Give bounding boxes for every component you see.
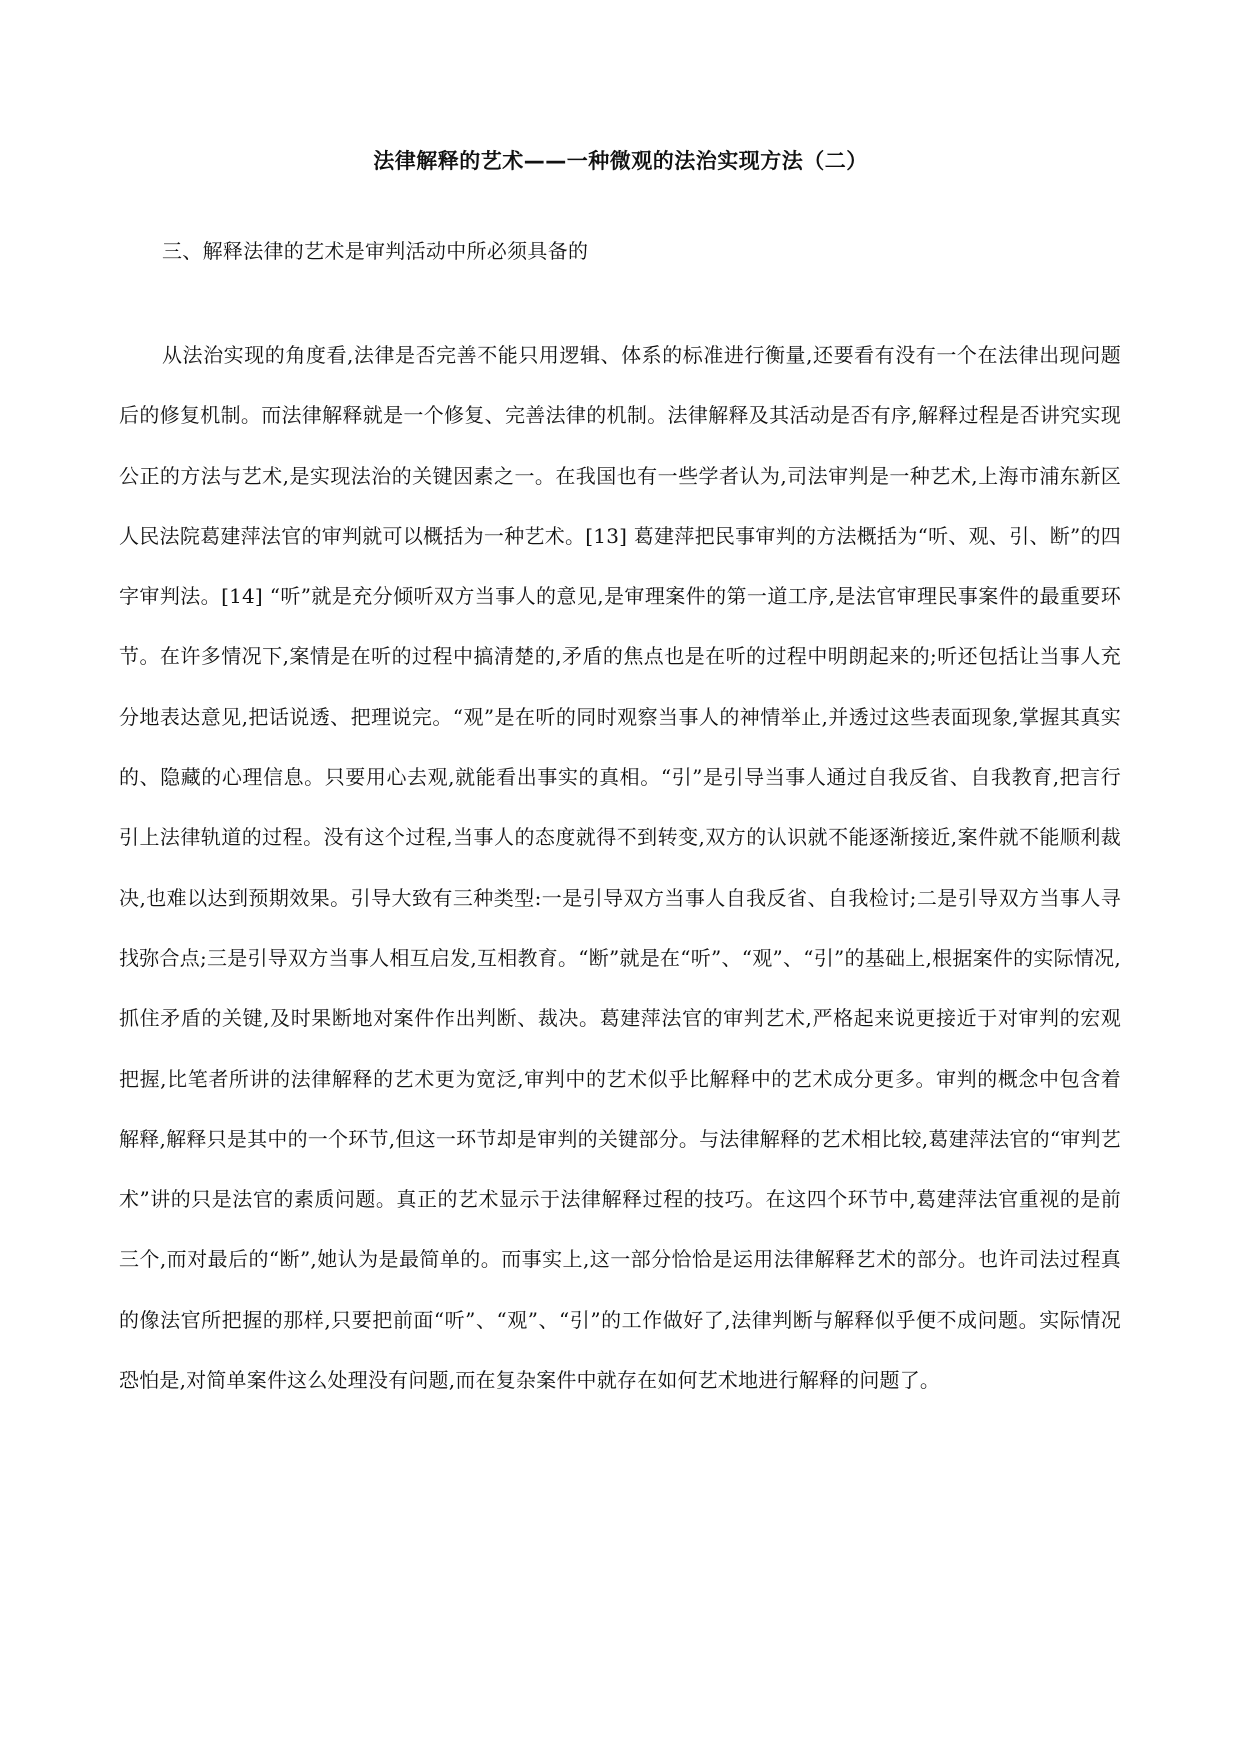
body-paragraph: 从法治实现的角度看,法律是否完善不能只用逻辑、体系的标准进行衡量,还要看有没有一个在法律出现问题后的修复机制。而法律解释就是一个修复、完善法律的机制。法律解释及其活动是否有序,解释过程是否讲究实现公正的方法与艺术,是实现法治的关键因素之一。在我国也有一些学者认为,司法审判是一种艺术,上海市浦东新区人民法院葛建萍法官的审判就可以概括为一种艺术。[13] 葛建萍把民事审判的方法概括为“听、观、引、断”的四字审判法。[14] “听”就是充分倾听双方当事人的意见,是审理案件的第一道工序,是法官审理民事案件的最重要环节。在许多情况下,案情是在听的过程中搞清楚的,矛盾的焦点也是在听的过程中明朗起来的;听还包括让当事人充分地表达意见,把话说透、把理说完。“观”是在听的同时观察当事人的神情举止,并透过这些表面现象,掌握其真实的、隐藏的心理信息。只要用心去观,就能看出事实的真相。“引”是引导当事人通过自我反省、自我教育,把言行引上法律轨道的过程。没有这个过程,当事人的态度就得不到转变,双方的认识就不能逐渐接近,案件就不能顺利裁决,也难以达到预期效果。引导大致有三种类型:一是引导双方当事人自我反省、自我检讨;二是引导双方当事人寻找弥合点;三是引导双方当事人相互启发,互相教育。“断”就是在“听”、“观”、“引”的基础上,根据案件的实际情况,抓住矛盾的关键,及时果断地对案件作出判断、裁决。葛建萍法官的审判艺术,严格起来说更接近于对审判的宏观把握,比笔者所讲的法律解释的艺术更为宽泛,审判中的艺术似乎比解释中的艺术成分更多。审判的概念中包含着解释,解释只是其中的一个环节,但这一环节却是审判的关键部分。与法律解释的艺术相比较,葛建萍法官的“审判艺术”讲的只是法官的素质问题。真正的艺术显示于法律解释过程的技巧。在这四个环节中,葛建萍法官重视的是前三个,而对最后的“断”,她认为是最简单的。而事实上,这一部分恰恰是运用法律解释艺术的部分。也许司法过程真的像法官所把握的那样,只要把前面“听”、“观”、“引”的工作做好了,法律判断与解释似乎便不成问题。实际情况恐怕是,对简单案件这么处理没有问题,而在复杂案件中就存在如何艺术地进行解释的问题了。 xyxy=(119,343,1121,1393)
section-heading: 三、解释法律的艺术是审判活动中所必须具备的 xyxy=(162,239,589,263)
document-title: 法律解释的艺术——一种微观的法治实现方法（二） xyxy=(373,149,868,173)
